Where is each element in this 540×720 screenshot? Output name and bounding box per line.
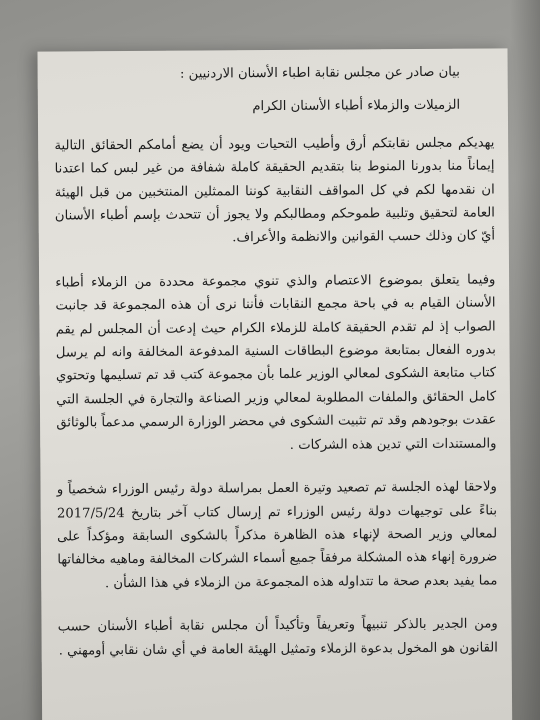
photo-edge-shadow (510, 0, 540, 720)
document-body (54, 60, 498, 682)
paragraph-intro: يهديكم مجلس نقابتكم أرق وأطيب التحيات ويود أن يضع أمامكم الحقائق التالية إيماناً منا بدورنا المنوط بنا بتقديم الحقيقة كاملة شفافة من غير لبس كما اعتدنا ان نقدمها لكم في كل المواقف النقابية كوننا الممثلين المنتخبين من قبل الهيئة العامة لتحقيق وتلبية طموحكم ومطالبكم ولا يجوز أن تتحدث بإسم أطباء الأسنان أيّ كان وذلك حسب القوانين والانظمة والأعراف. (54, 135, 496, 246)
paragraph-sit-in: وفيما يتعلق بموضوع الاعتصام والذي تنوي مجموعة محددة من الزملاء أطباء الأسنان القيام به في باحة مجمع النقابات فأننا نرى أن هذه المجموعة قد جانبت الصواب إذ لم تقدم الحقيقة كاملة للزملاء الكرام حيث إدعت أن المجلس لم يقم بدوره الفعال بمتابعة موضوع البطاقات السنية المدفوعة المخالفة وانه لم يرسل كتاب متابعة الشكوى لمعالي الوزير علما بأن مجموعة كتب قد تم تسليمها وتحتوي كامل الحقائق والملفات المطلوبة لمعالي وزير الصناعة والتجارة في الجلسة التي عقدت بوجودهم وقد تم تثبيت الشكوى في محضر الوزارة الرسمي مدعماً بالوثائق والمستندات التي تدين هذه الشركات . (55, 272, 497, 453)
statement-header: بيان صادر عن مجلس نقابة اطباء الأسنان الاردنيين : (179, 64, 460, 82)
paragraph-representation: ومن الجدير بالذكر تنبيهاً وتعريفاً وتأكيداً أن مجلس نقابة أطباء الأسنان حسب القانون هو المخول بدعوة الزملاء وتمثيل الهيئة العامة في أي شان نقابي أومهني . (57, 616, 498, 659)
paragraph-correspondence: ولاحقا لهذه الجلسة تم تصعيد وتيرة العمل بمراسلة دولة رئيس الوزراء شخصياً و بناءً على توجيهات دولة رئيس الوزراء تم إرسال كتاب آخر بتاريخ 2017/5/24 لمعالي وزير الصحة لإنهاء هذه الظاهرة مذكراً بالشكوى السابقة ومؤكداً على ضرورة إنهاء هذه المشكلة مرفقاً جميع أسماء الشركات المخالفة وماهيه مخالفاتها مما يفيد بعدم صحة ما تتداوله هذه المجموعة من الزملاء في هذا الشأن . (56, 479, 498, 591)
greeting-line: الزميلات والزملاء أطباء الأسنان الكرام (252, 98, 461, 115)
